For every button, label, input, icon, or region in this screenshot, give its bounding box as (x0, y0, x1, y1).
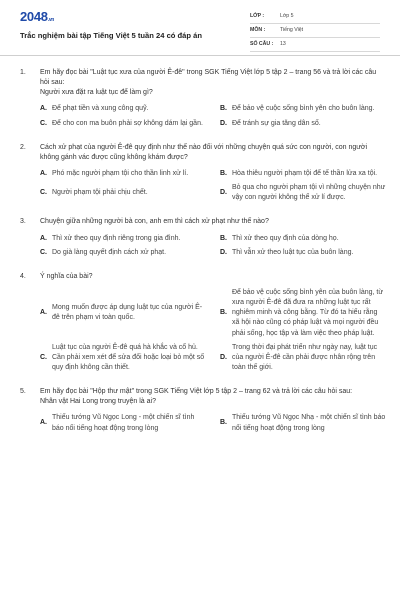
option-text: Trong thời đại phát triển như ngày nay, luật tục của người Ê-đê cần phải được nhân rộng trên toàn thế giới. (232, 343, 378, 371)
answer-option[interactable] (40, 248, 206, 258)
option-letter: A. (40, 419, 47, 427)
meta-value: 13 (280, 40, 286, 47)
option-letter: D. (220, 119, 227, 127)
answer-option[interactable] (40, 169, 206, 179)
question-head (20, 68, 386, 98)
meta-row-subject (250, 24, 380, 38)
answer-option[interactable] (220, 288, 386, 339)
question-1 (20, 68, 386, 129)
answer-option[interactable] (40, 343, 206, 373)
answer-option[interactable] (40, 104, 206, 114)
option-text: Để tránh sự gia tăng dân số. (232, 119, 321, 127)
question-2 (20, 143, 386, 204)
answer-option[interactable] (220, 343, 386, 373)
meta-key: MÔN : (250, 26, 266, 33)
answer-option[interactable] (40, 288, 206, 339)
option-text: Phó mặc người phạm tội cho thần linh xử lí. (52, 169, 189, 177)
answer-option[interactable] (40, 119, 206, 129)
answer-options (40, 413, 386, 433)
question-3 (20, 217, 386, 257)
page-header (0, 0, 400, 56)
answer-option[interactable] (220, 413, 386, 433)
logo-main: 2048 (20, 9, 48, 24)
option-text: Thiếu tướng Vũ Ngọc Long - một chiến sĩ tình báo nổi tiếng hoạt động trong lòng (52, 414, 195, 432)
option-text: Luật tục của người Ê-đê quá hà khắc và cổ hủ. Cần phải xem xét để sửa đổi hoặc loại bỏ một số quy định không cần thiết. (52, 343, 205, 371)
question-4 (20, 272, 386, 373)
meta-row-class (250, 10, 380, 24)
option-text: Mong muốn được áp dụng luật tục của người Ê-đê trên phạm vi toàn quốc. (52, 304, 203, 322)
meta-key: LỚP : (250, 12, 265, 19)
option-text: Người phạm tội phải chịu chết. (52, 189, 148, 197)
question-number: 4. (20, 272, 26, 280)
option-letter: D. (220, 248, 227, 256)
answer-option[interactable] (220, 104, 386, 114)
option-text: Thiếu tướng Vũ Ngọc Nhạ - một chiến sĩ tình báo nổi tiếng hoạt động trong lòng (232, 414, 386, 432)
answer-option[interactable] (40, 234, 206, 244)
meta-table (250, 10, 380, 52)
option-letter: A. (40, 169, 47, 177)
meta-value: Lớp 5 (280, 12, 294, 19)
question-text: Ý nghĩa của bài? (40, 272, 93, 280)
option-text: Thì vẫn xử theo luật tục của buôn làng. (232, 248, 354, 256)
question-head (20, 143, 386, 163)
answer-options (40, 169, 386, 203)
option-text: Do già làng quyết định cách xử phạt. (52, 248, 167, 256)
option-letter: D. (220, 353, 227, 361)
answer-option[interactable] (220, 119, 386, 129)
question-head (20, 387, 386, 407)
answer-option[interactable] (40, 183, 206, 203)
meta-row-count (250, 38, 380, 52)
option-letter: B. (220, 234, 227, 242)
option-text: Để bảo vệ cuộc sống bình yên cho buôn làng. (232, 105, 375, 113)
option-letter: B. (220, 169, 227, 177)
option-letter: A. (40, 234, 47, 242)
option-text: Hòa thiêu người phạm tội để tế thần lửa xa tội. (232, 169, 378, 177)
question-head (20, 217, 386, 227)
question-text: Em hãy đọc bài "Hộp thư mật" trong SGK Tiếng Việt lớp 5 tập 2 – trang 62 và trả lời các câu hỏi sau: Nhân vật Hai Long trong truyện là ai? (40, 388, 353, 406)
answer-option[interactable] (220, 248, 386, 258)
question-5 (20, 387, 386, 434)
question-number: 5. (20, 388, 26, 396)
meta-key: SỐ CÂU : (250, 40, 274, 47)
option-letter: C. (40, 248, 47, 256)
answer-options (40, 234, 386, 258)
answer-options (40, 288, 386, 373)
option-letter: A. (40, 105, 47, 113)
question-number: 3. (20, 218, 26, 226)
answer-option[interactable] (40, 413, 206, 433)
logo-suffix: .vn (47, 17, 55, 23)
option-text: Bỏ qua cho người phạm tội vì những chuyện như vậy con người không thể xử lí được. (232, 184, 386, 202)
page-title: Trắc nghiệm bài tập Tiếng Việt 5 tuần 24 có đáp án (20, 30, 203, 40)
answer-option[interactable] (220, 169, 386, 179)
option-letter: C. (40, 119, 47, 127)
option-letter: C. (40, 189, 47, 197)
option-text: Để bảo vệ cuộc sống bình yên của buôn làng, từ xưa người Ê-đê đã đưa ra những luật tục rất nghiêm minh và công bằng. Từ đó ta hiểu rằng xã hội nào cũng có pháp luật và mọi người đều phải sống, học tập và làm việc theo pháp luật. (232, 288, 384, 337)
option-letter: B. (220, 309, 227, 317)
option-text: Để cho con ma buôn phải sợ không dám lại gần. (52, 119, 203, 127)
option-text: Thì xử theo quy định riêng trong gia đình. (52, 234, 181, 242)
meta-value: Tiếng Việt (280, 26, 304, 33)
option-letter: B. (220, 105, 227, 113)
question-number: 2. (20, 143, 26, 151)
option-text: Để phạt tiền và xung công quỹ. (52, 105, 149, 113)
option-letter: A. (40, 309, 47, 317)
header-divider (0, 55, 400, 56)
question-head (20, 272, 386, 282)
question-text: Em hãy đọc bài "Luật tục xưa của người Ê-đê" trong SGK Tiếng Việt lớp 5 tập 2 – trang 56 và trả lời các câu hỏi sau: Người xưa đặt ra luật tục để làm gì? (40, 69, 377, 97)
question-text: Chuyện giữa những người bà con, anh em thì cách xử phạt như thế nào? (40, 218, 269, 226)
question-text: Cách xử phạt của người Ê-đê quy định như thế nào đối với những chuyện quá sức con người, con người không gánh vác được cũng không khám được? (40, 143, 368, 161)
answer-option[interactable] (220, 183, 386, 203)
question-number: 1. (20, 69, 26, 76)
option-letter: C. (40, 353, 47, 361)
question-list (0, 56, 400, 434)
option-text: Thì xử theo quy định của dòng họ. (232, 234, 339, 242)
answer-options (40, 104, 386, 128)
answer-option[interactable] (220, 234, 386, 244)
option-letter: B. (220, 419, 227, 427)
option-letter: D. (220, 189, 227, 197)
